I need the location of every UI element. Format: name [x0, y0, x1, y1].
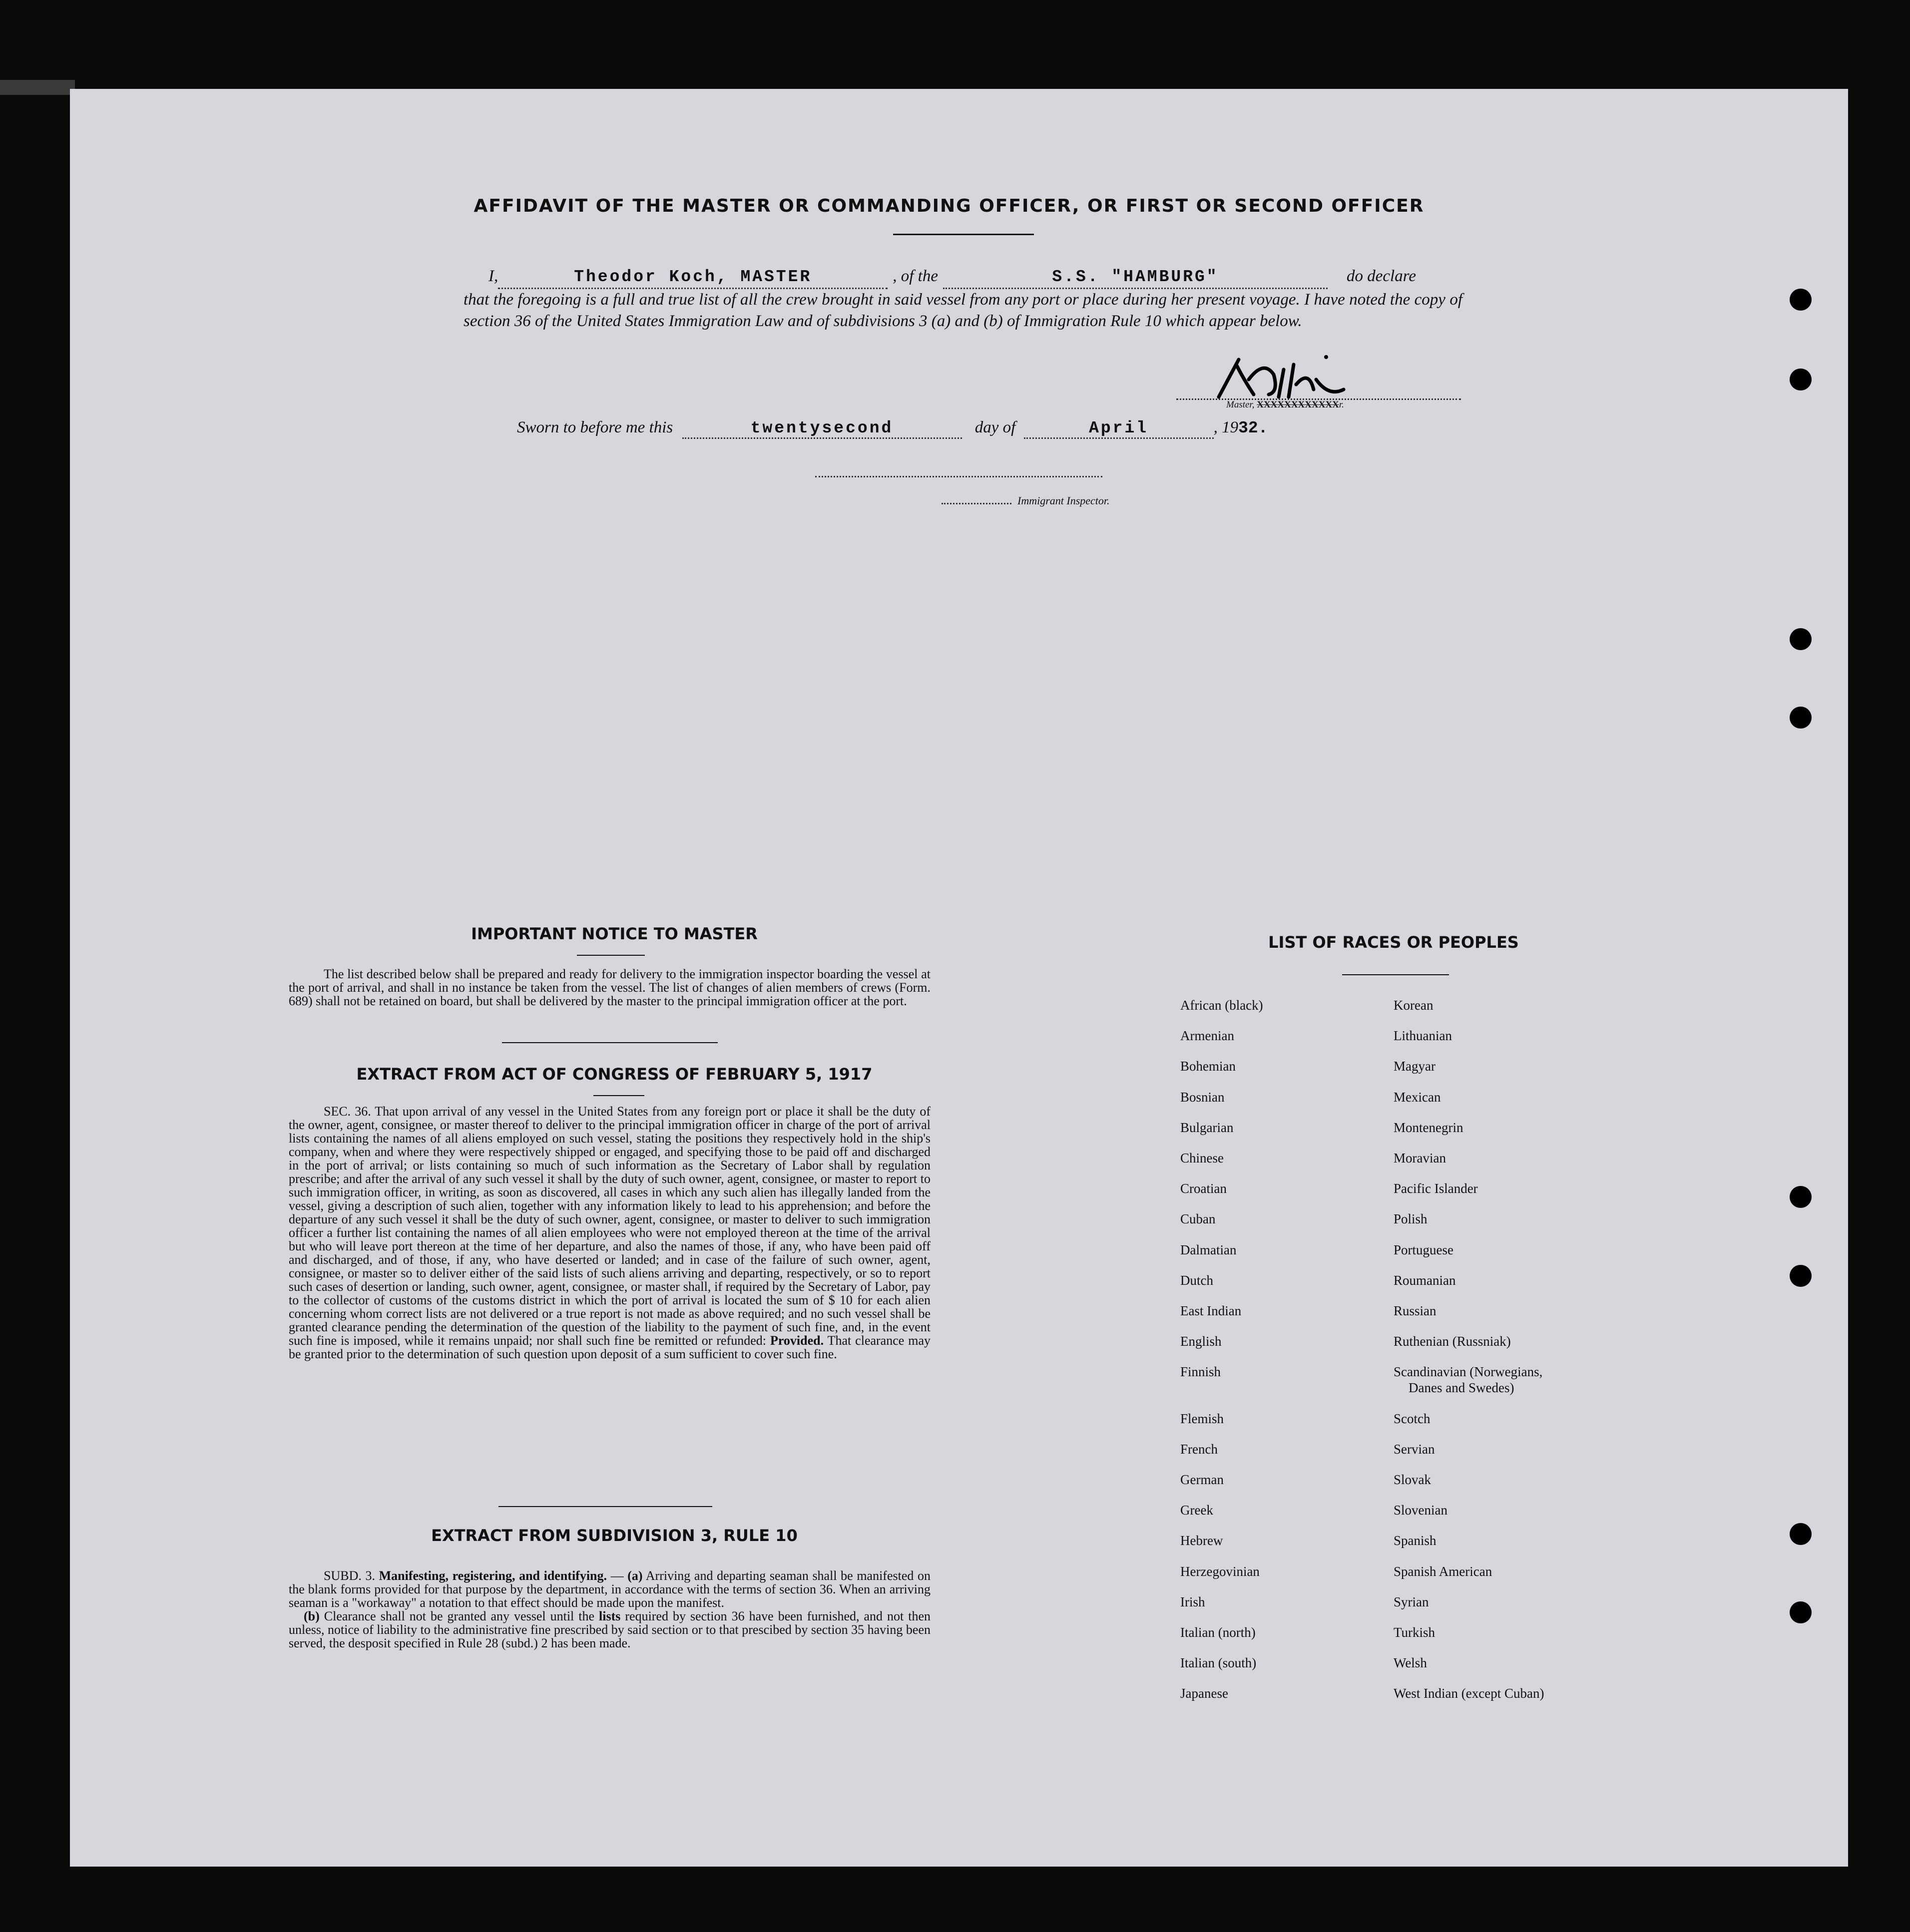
race-item: Irish: [1180, 1594, 1205, 1609]
race-item: Slovak: [1394, 1472, 1432, 1487]
binder-hole: [1790, 1601, 1812, 1623]
notice-title: IMPORTANT NOTICE TO MASTER: [471, 924, 758, 943]
race-item: Roumanian: [1394, 1272, 1456, 1288]
act-rule: [593, 1095, 644, 1096]
race-item: Pacific Islander: [1394, 1181, 1478, 1196]
affidavit-title: AFFIDAVIT OF THE MASTER OR COMMANDING OFFICER, OR FIRST OR SECOND OFFICER: [474, 196, 1425, 216]
race-item: West Indian (except Cuban): [1394, 1686, 1544, 1701]
rule-paragraph-b: [289, 1609, 931, 1650]
act-paragraph: [289, 1105, 931, 1361]
act-title: EXTRACT FROM ACT OF CONGRESS OF FEBRUARY 5, 1917: [356, 1065, 873, 1084]
struck-out-title: XXXXXXXXXXXX: [1257, 399, 1339, 410]
race-item: Slovenian: [1394, 1503, 1447, 1518]
vessel-name-field: S.S. "HAMBURG": [943, 266, 1328, 289]
race-item: Russian: [1394, 1303, 1436, 1318]
race-item: Welsh: [1394, 1655, 1427, 1671]
subd-heading: Manifesting, registering, and identifying.: [379, 1568, 607, 1583]
subd-dash: —: [607, 1568, 628, 1583]
binder-hole: [1790, 628, 1812, 650]
race-item: Montenegrin: [1394, 1120, 1463, 1135]
race-item: Korean: [1394, 998, 1433, 1013]
inspector-label: Immigrant Inspector.: [1017, 494, 1110, 507]
race-item: Bosnian: [1180, 1089, 1225, 1105]
race-item: East Indian: [1180, 1303, 1242, 1318]
rule-text: [289, 1569, 931, 1650]
notice-rule: [577, 955, 645, 956]
race-item: Greek: [1180, 1503, 1213, 1518]
race-item: Portuguese: [1394, 1242, 1453, 1257]
race-item: Moravian: [1394, 1151, 1446, 1165]
day-of-text: day of: [974, 418, 1016, 436]
race-item: African (black): [1180, 998, 1263, 1013]
race-item: Finnish: [1180, 1364, 1221, 1380]
race-item: German: [1180, 1472, 1224, 1487]
of-the-text: , of the: [893, 267, 938, 285]
clause-b-lists: lists: [599, 1609, 621, 1623]
declaration-line: [464, 266, 1462, 289]
race-item: Italian (south): [1180, 1655, 1257, 1671]
section-divider: [502, 1042, 718, 1043]
race-item: Turkish: [1394, 1625, 1435, 1640]
rule-title: EXTRACT FROM SUBDIVISION 3, RULE 10: [431, 1526, 798, 1545]
race-item: Croatian: [1180, 1181, 1227, 1196]
binder-hole: [1790, 1186, 1812, 1208]
race-item: Polish: [1394, 1211, 1428, 1227]
pronoun-i: I,: [488, 267, 498, 285]
binder-hole: [1790, 369, 1812, 390]
clause-b-text-end: required by section 36 have been furnished, and not then unless, notice of liability to the administrative fine prescribed by said section or to that prescibed by section 35 having been served, the desposit specified in Rule 28 (subd.) 2 has been made.: [289, 1609, 931, 1650]
race-item: Armenian: [1180, 1028, 1234, 1044]
sworn-prefix: Sworn to before me this: [517, 418, 673, 436]
act-clearance-text: That clearance may be granted prior to the determination of such question upon deposit of a sum sufficient to cover such fine.: [289, 1333, 931, 1361]
race-item: Servian: [1394, 1441, 1435, 1457]
race-item: Danes and Swedes): [1409, 1380, 1514, 1396]
binder-hole: [1790, 289, 1812, 311]
race-item: English: [1180, 1334, 1222, 1349]
scan-edge: [0, 80, 75, 95]
sworn-statement: [517, 418, 1268, 439]
race-item: Magyar: [1394, 1059, 1435, 1074]
race-item: Japanese: [1180, 1686, 1228, 1701]
races-rule: [1342, 974, 1449, 975]
act-text: [289, 1105, 931, 1361]
race-item: Chinese: [1180, 1151, 1224, 1165]
inspector-signature-line: [815, 476, 1102, 477]
section-divider: [498, 1506, 712, 1507]
clause-a-text: Arriving and departing seaman shall be manifested on the blank forms provided for that purpose by the department, in accordance with the terms of section 36. When an arriving seaman is a "workaway" a notation to that effect should be made upon the manifest.: [289, 1568, 931, 1610]
act-section-36: SEC. 36. That upon arrival of any vessel in the United States from any foreign port or place it shall be the duty of the owner, agent, consignee, or master thereof to deliver to the principal immigration officer in charge of the port of arrival lists containing the names of all aliens employed on such vessel, stating the positions they respectively hold in the ship's company, when and where they were respectively shipped or engaged, and specifying those to be paid off and discharged in the port of arrival; or lists containing so much of such information as the Secretary of Labor shall by regulation prescribe; and after the arrival of any such vessel it shall by the duty of such owner, agent, consignee, or master to report to such immigration officer, in writing, as soon as discovered, all cases in which any such alien has illegally landed from the vessel, giving a description of such alien, together with any information likely to lead to his apprehension; and before the departure of any such vessel it shall be the duty of such owner, agent, consignee, or master to deliver to such immigration officer a further list containing the names of all alien employees who were not employed thereon at the time of the arrival but who will leave port thereon at the time of her departure, and also the names of those, if any, who have been paid off and discharged, and of those, if any, who have deserted or landed; and in case of the failure of such owner, agent, consignee, or master so to deliver either of the said lists of such aliens arriving and departing, respectively, or so to report such cases of desertion or landing, such owner, agent, consignee, or master shall, if required by the Secretary of Labor, pay to the collector of customs of the customs district in which the port of arrival is located the sum of $ 10 for each alien concerning whom correct lists are not delivered or a true report is not made as above required; and no such vessel shall be granted clearance pending the determination of the question of the liability to the payment of such fine, and, in the event such fine is imposed, while it remains unpaid; nor shall such fine be remitted or refunded:: [289, 1104, 931, 1348]
rule-paragraph-a: [289, 1569, 931, 1609]
race-item: Herzegovinian: [1180, 1563, 1260, 1579]
sworn-day-field: twentysecond: [682, 419, 962, 439]
inspector-dots: [942, 503, 1011, 504]
race-item: Bohemian: [1180, 1059, 1236, 1074]
race-item: Ruthenian (Russniak): [1394, 1334, 1511, 1349]
do-declare-text: do declare: [1346, 267, 1416, 285]
race-item: Flemish: [1180, 1411, 1224, 1426]
clause-b-label: (b): [304, 1609, 320, 1623]
binder-hole: [1790, 1523, 1812, 1545]
binder-hole: [1790, 1265, 1812, 1287]
master-caption: Master,: [1226, 399, 1257, 410]
race-item: Dutch: [1180, 1272, 1213, 1288]
subd-number: SUBD. 3.: [324, 1568, 375, 1583]
affidavit-declaration: [464, 266, 1462, 332]
sworn-month-field: April: [1024, 419, 1214, 439]
race-item: Mexican: [1394, 1089, 1441, 1105]
declaration-body: that the foregoing is a full and true list of all the crew brought in said vessel from any port or place during her present voyage. I have noted the copy of section 36 of the United States Immigration Law and of subdivisions 3 (a) and (b) of Immigration Rule 10 which appear below.: [464, 291, 1462, 330]
notice-text: [289, 967, 931, 1008]
race-item: Syrian: [1394, 1594, 1429, 1609]
title-rule: [893, 234, 1034, 235]
clause-a-label: (a): [627, 1568, 643, 1583]
race-item: Italian (north): [1180, 1625, 1256, 1640]
race-item: Dalmatian: [1180, 1242, 1237, 1257]
race-item: Lithuanian: [1394, 1028, 1452, 1044]
race-item: Spanish American: [1394, 1563, 1492, 1579]
year-field: 32.: [1238, 419, 1268, 437]
year-prefix: , 19: [1213, 418, 1239, 436]
master-name-field: Theodor Koch, MASTER: [498, 266, 888, 289]
binder-hole: [1790, 707, 1812, 729]
immigrant-inspector-field: [942, 494, 1110, 507]
notice-paragraph: The list described below shall be prepared and ready for delivery to the immigration inspector boarding the vessel at the port of arrival, and shall in no instance be taken from the vessel. The list of changes of alien members of crews (Form. 689) shall not be retained on board, but shall be delivered by the master to the principal immigration officer at the port.: [289, 967, 931, 1008]
race-item: Scotch: [1394, 1411, 1431, 1426]
clause-b-text-start: Clearance shall not be granted any vessel until the: [324, 1609, 595, 1623]
race-item: Scandinavian (Norwegians,: [1394, 1364, 1543, 1380]
race-item: Bulgarian: [1180, 1120, 1234, 1135]
race-item: Cuban: [1180, 1211, 1216, 1227]
caption-suffix: r.: [1339, 399, 1344, 410]
race-item: Hebrew: [1180, 1533, 1223, 1548]
signature-caption: [1226, 399, 1344, 410]
act-provided: Provided.: [770, 1333, 824, 1348]
race-item: Spanish: [1394, 1533, 1436, 1548]
races-title: LIST OF RACES OR PEOPLES: [1268, 933, 1519, 952]
race-item: French: [1180, 1441, 1218, 1457]
